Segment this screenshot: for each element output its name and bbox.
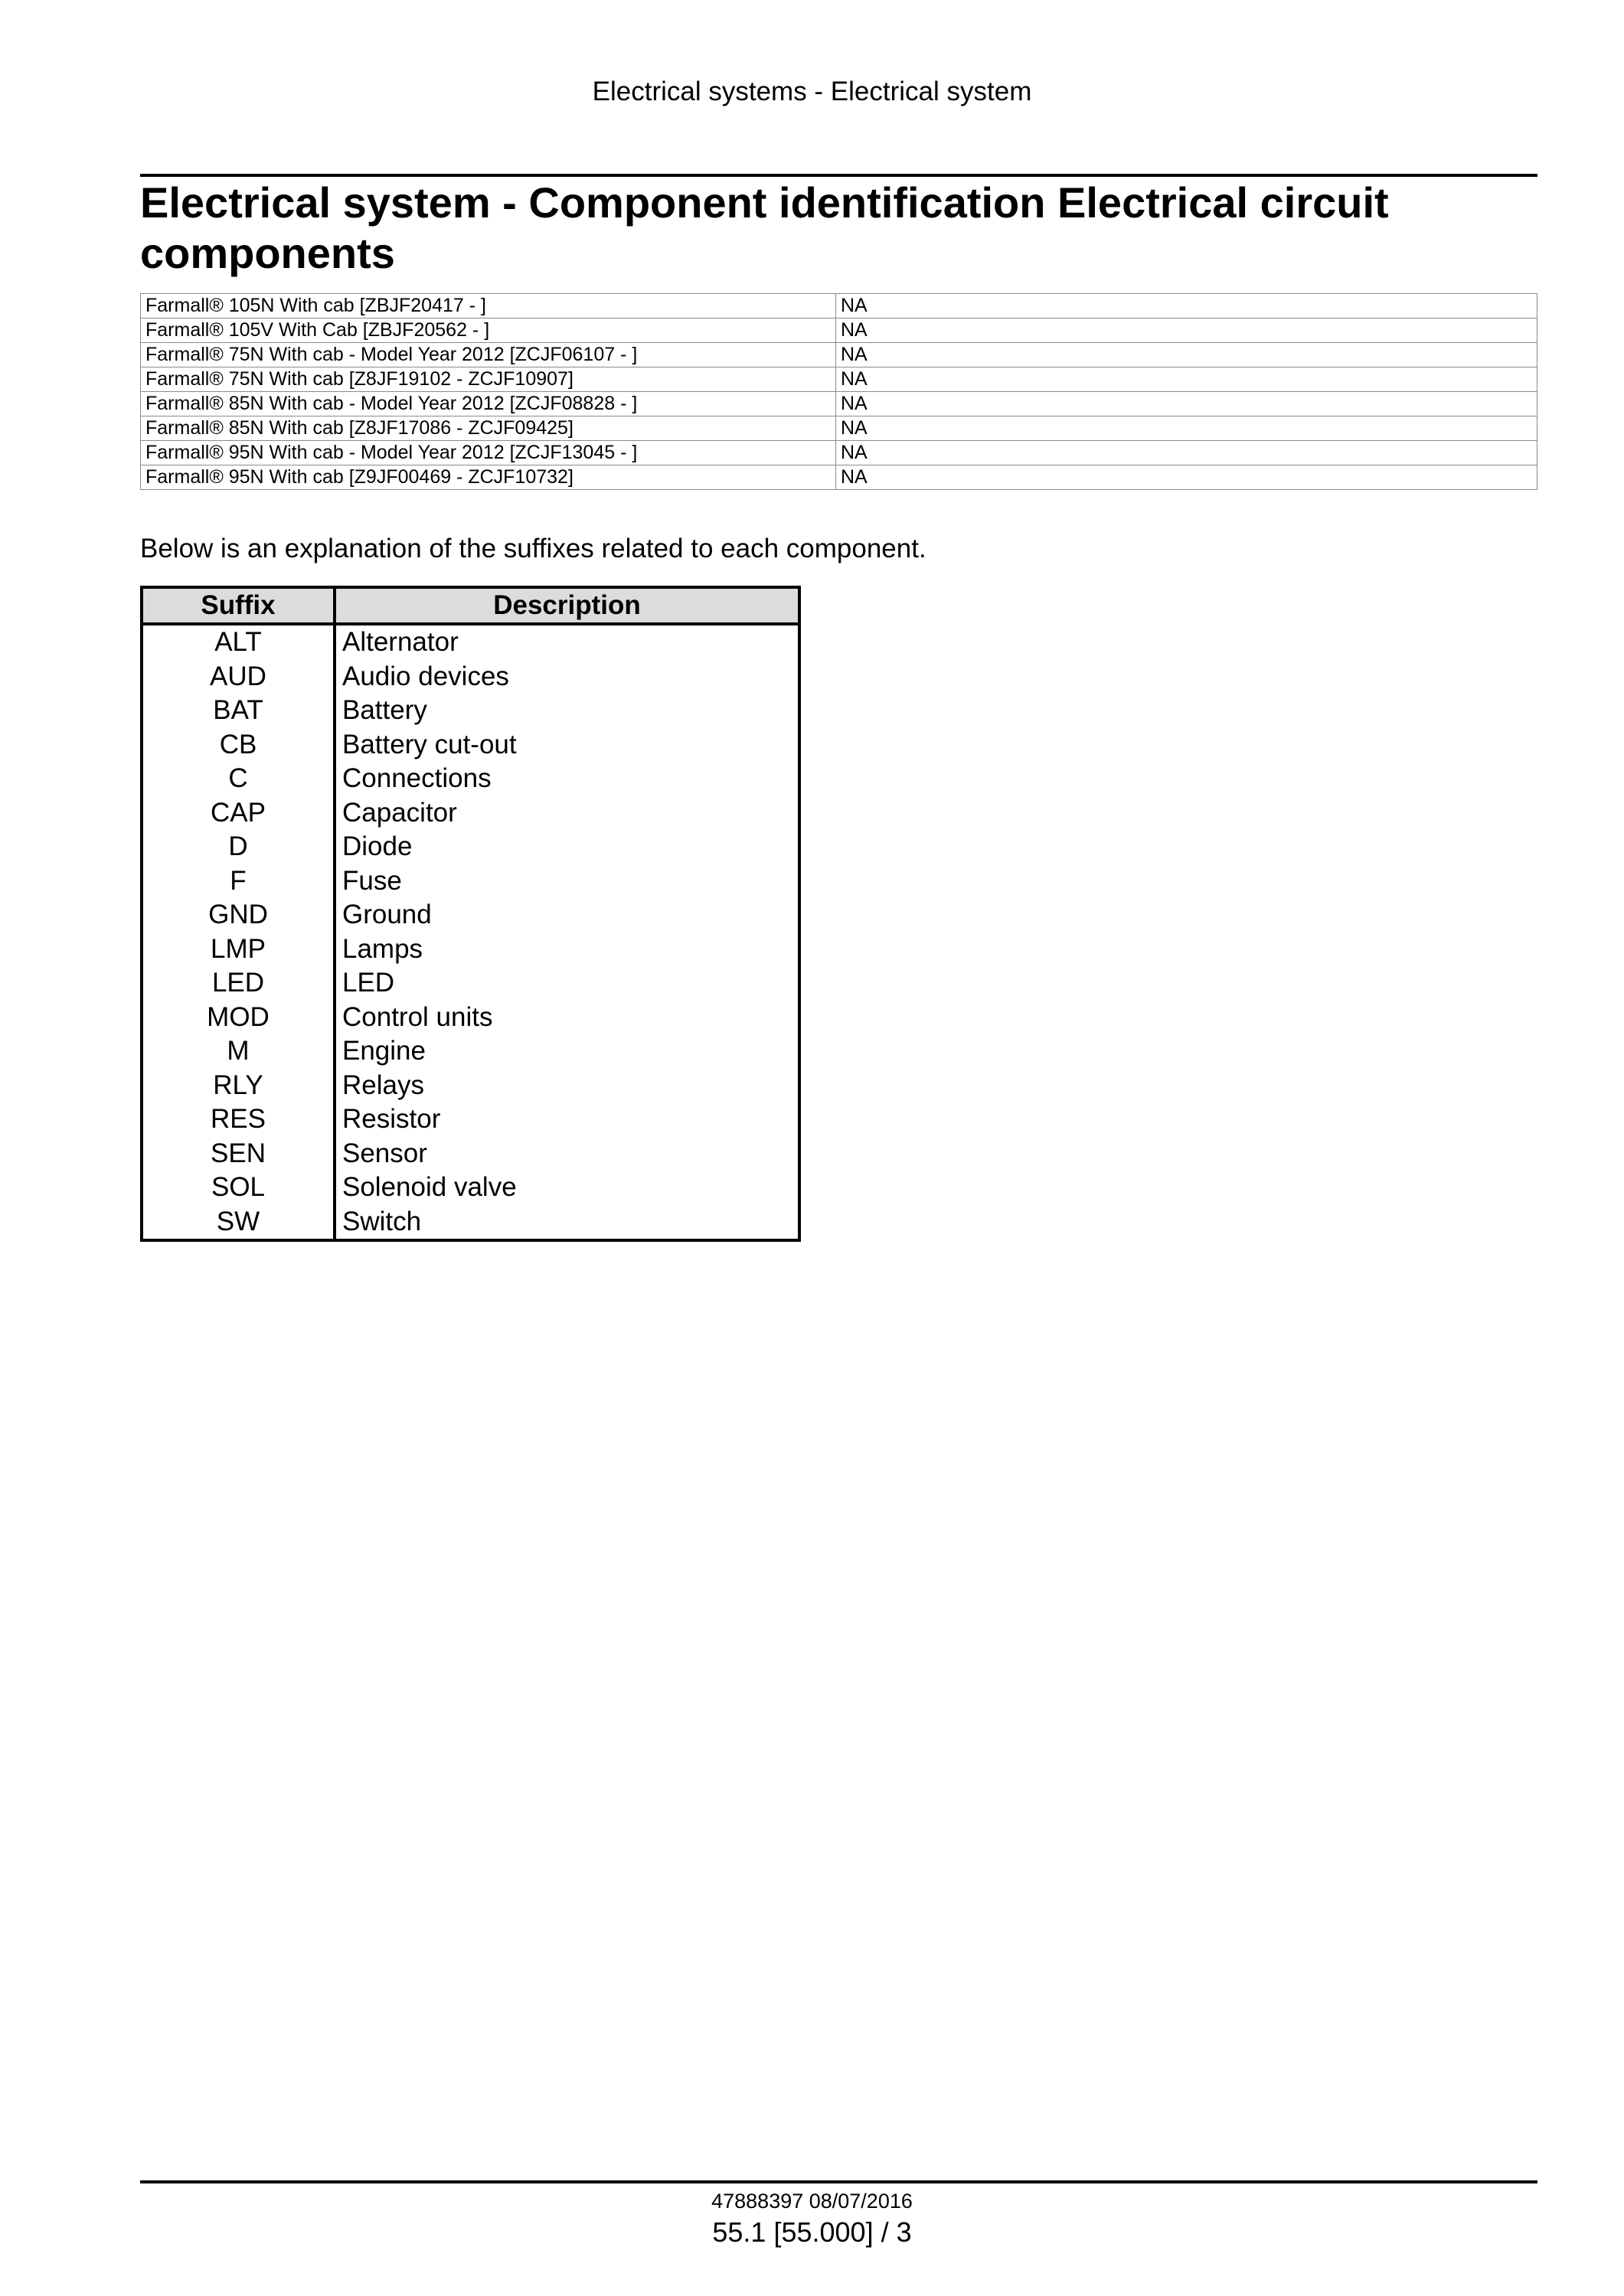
model-value-cell: NA	[836, 294, 1537, 318]
suffix-code-cell: CB	[142, 728, 335, 763]
suffix-row	[142, 898, 799, 932]
suffix-description-cell: Engine	[342, 1036, 426, 1066]
models-table-body	[141, 294, 1537, 490]
model-name-cell: Farmall® 95N With cab - Model Year 2012 [ZCJF13045 - ]	[141, 441, 836, 465]
suffix-row	[142, 1171, 799, 1205]
suffix-code-cell: AUD	[142, 660, 335, 694]
suffix-code-cell: LED	[142, 966, 335, 1001]
header-divider	[140, 174, 1537, 177]
description-column-header: Description	[335, 587, 799, 624]
model-name-cell: Farmall® 85N With cab - Model Year 2012 [ZCJF08828 - ]	[141, 392, 836, 416]
suffix-row	[142, 728, 799, 763]
suffix-table-body	[142, 624, 799, 1240]
suffix-row	[142, 1137, 799, 1171]
model-name-cell: Farmall® 95N With cab [Z9JF00469 - ZCJF10732]	[141, 465, 836, 490]
suffix-description-cell: Solenoid valve	[342, 1172, 517, 1203]
suffix-description-cell: Connections	[342, 763, 492, 794]
footer-divider	[140, 2180, 1537, 2183]
intro-paragraph: Below is an explanation of the suffixes related to each component.	[140, 534, 926, 563]
suffix-code-cell: SW	[142, 1205, 335, 1241]
model-row	[141, 441, 1537, 465]
suffix-code-cell: CAP	[142, 796, 335, 831]
model-name-cell: Farmall® 105V With Cab [ZBJF20562 - ]	[141, 318, 836, 343]
suffix-row	[142, 660, 799, 694]
model-name-cell: Farmall® 105N With cab [ZBJF20417 - ]	[141, 294, 836, 318]
model-row	[141, 367, 1537, 392]
suffix-code-cell: RLY	[142, 1069, 335, 1103]
model-row	[141, 318, 1537, 343]
suffix-code-cell: F	[142, 864, 335, 899]
model-value-cell: NA	[836, 318, 1537, 343]
suffix-description-cell: Audio devices	[342, 661, 509, 691]
model-row	[141, 294, 1537, 318]
model-row	[141, 465, 1537, 490]
model-row	[141, 392, 1537, 416]
model-name-cell: Farmall® 85N With cab [Z8JF17086 - ZCJF09425]	[141, 416, 836, 441]
model-name-cell: Farmall® 75N With cab [Z8JF19102 - ZCJF10907]	[141, 367, 836, 392]
suffix-row	[142, 1001, 799, 1035]
suffix-code-cell: C	[142, 762, 335, 796]
suffix-description-cell: Relays	[342, 1070, 424, 1100]
suffix-description-cell: Switch	[342, 1206, 422, 1236]
suffix-description-cell: Sensor	[342, 1138, 427, 1168]
model-value-cell: NA	[836, 367, 1537, 392]
suffix-description-cell: Capacitor	[342, 797, 457, 828]
suffix-description-cell: Control units	[342, 1001, 493, 1032]
suffix-row	[142, 1034, 799, 1069]
suffix-description-cell: Fuse	[342, 865, 402, 896]
suffix-code-cell: SOL	[142, 1171, 335, 1205]
model-value-cell: NA	[836, 465, 1537, 490]
suffix-row	[142, 624, 799, 660]
page-number: 55.1 [55.000] / 3	[712, 2216, 912, 2248]
suffix-row	[142, 1205, 799, 1241]
suffix-description-cell: Ground	[342, 900, 432, 930]
suffix-column-header: Suffix	[142, 587, 335, 624]
suffix-row	[142, 1102, 799, 1137]
suffix-description-cell: Diode	[342, 831, 413, 862]
model-value-cell: NA	[836, 343, 1537, 367]
suffix-code-cell: GND	[142, 898, 335, 932]
page-title: Electrical system - Component identification Electrical circuit components	[140, 178, 1389, 277]
models-applicability-table	[140, 293, 1537, 490]
suffix-row	[142, 966, 799, 1001]
suffix-description-cell: Battery	[342, 695, 427, 726]
suffix-row	[142, 762, 799, 796]
model-value-cell: NA	[836, 441, 1537, 465]
suffix-row	[142, 796, 799, 831]
suffix-row	[142, 864, 799, 899]
document-number: 47888397 08/07/2016	[711, 2190, 913, 2213]
model-value-cell: NA	[836, 416, 1537, 441]
model-row	[141, 343, 1537, 367]
suffix-description-cell: Battery cut-out	[342, 729, 517, 759]
suffix-description-cell: LED	[342, 968, 395, 998]
suffix-code-cell: MOD	[142, 1001, 335, 1035]
suffix-row	[142, 932, 799, 967]
suffix-code-cell: LMP	[142, 932, 335, 967]
suffix-table	[140, 586, 801, 1242]
suffix-row	[142, 1069, 799, 1103]
model-name-cell: Farmall® 75N With cab - Model Year 2012 [ZCJF06107 - ]	[141, 343, 836, 367]
suffix-row	[142, 830, 799, 864]
suffix-code-cell: ALT	[142, 624, 335, 660]
suffix-code-cell: M	[142, 1034, 335, 1069]
suffix-row	[142, 694, 799, 728]
suffix-code-cell: RES	[142, 1102, 335, 1137]
model-value-cell: NA	[836, 392, 1537, 416]
running-header: Electrical systems - Electrical system	[592, 77, 1032, 106]
suffix-description-cell: Alternator	[342, 627, 459, 658]
suffix-code-cell: SEN	[142, 1137, 335, 1171]
model-row	[141, 416, 1537, 441]
suffix-description-cell: Resistor	[342, 1104, 441, 1135]
suffix-table-header-row	[142, 587, 799, 624]
suffix-description-cell: Lamps	[342, 933, 423, 964]
suffix-code-cell: BAT	[142, 694, 335, 728]
suffix-code-cell: D	[142, 830, 335, 864]
